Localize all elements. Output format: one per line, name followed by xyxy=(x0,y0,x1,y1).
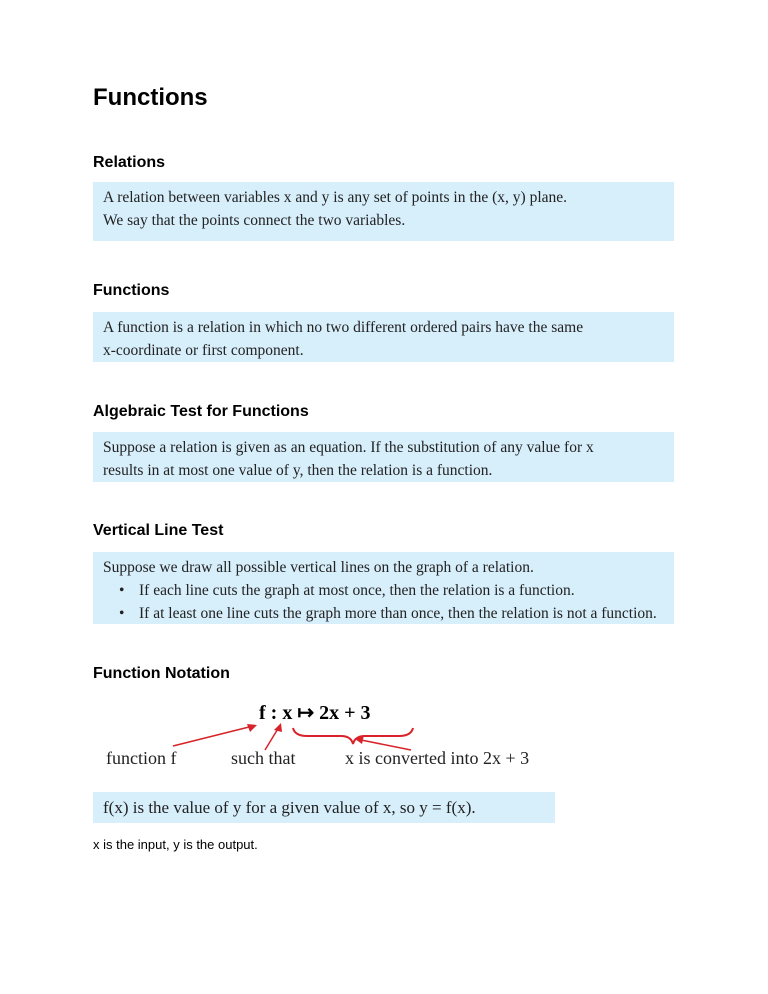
list-item: • If each line cuts the graph at most once, then the relation is a function. xyxy=(119,579,664,602)
arrow-line xyxy=(173,726,253,746)
definition-line: f(x) is the value of y for a given value of x, so y = f(x). xyxy=(103,798,476,817)
section-heading-functions: Functions xyxy=(93,282,170,299)
arrow-head xyxy=(274,723,282,732)
brace-shape xyxy=(293,728,413,744)
mapping-equation: f : x ↦ 2x + 3 xyxy=(259,702,371,724)
bullet-list xyxy=(103,579,664,625)
section-heading-function-notation: Function Notation xyxy=(93,665,230,682)
label-such-that: such that xyxy=(231,748,296,768)
section-heading-algebraic-test: Algebraic Test for Functions xyxy=(93,403,309,420)
page-title: Functions xyxy=(93,84,208,111)
arrow-head xyxy=(247,724,257,732)
definition-line: x-coordinate or first component. xyxy=(103,342,304,359)
definition-line: results in at most one value of y, then the relation is a function. xyxy=(103,462,493,479)
label-converted: x is converted into 2x + 3 xyxy=(345,748,530,768)
list-item: • If at least one line cuts the graph more than once, then the relation is not a function. xyxy=(119,602,664,625)
section-heading-vertical-line-test: Vertical Line Test xyxy=(93,522,224,539)
vertical-line-test-box xyxy=(93,552,674,624)
function-definition-box xyxy=(93,312,674,362)
function-value-box xyxy=(93,792,555,823)
section-heading-relations: Relations xyxy=(93,154,166,171)
function-notation-diagram xyxy=(93,700,613,780)
definition-line: Suppose a relation is given as an equation. If the substitution of any value for x xyxy=(103,439,594,456)
definition-line: We say that the points connect the two variables. xyxy=(103,212,406,229)
label-function-f: function f xyxy=(106,748,177,768)
relation-definition-box xyxy=(93,182,674,241)
definition-line: Suppose we draw all possible vertical lines on the graph of a relation. xyxy=(103,559,534,576)
algebraic-test-box xyxy=(93,432,674,482)
footnote: x is the input, y is the output. xyxy=(93,837,258,852)
definition-line: A function is a relation in which no two different ordered pairs have the same xyxy=(103,319,584,336)
definition-line: A relation between variables x and y is any set of points in the (x, y) plane. xyxy=(103,189,568,206)
